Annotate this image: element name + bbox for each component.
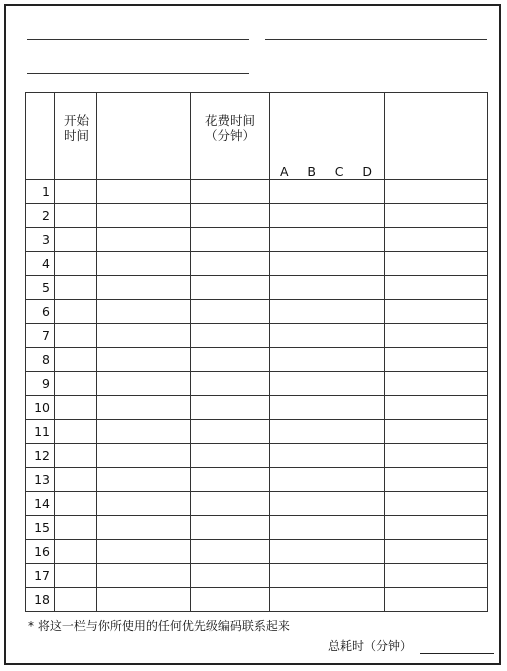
table-row <box>26 180 488 204</box>
row-number: 7 <box>26 324 55 348</box>
cell-time-spent[interactable] <box>191 228 270 252</box>
cell-time-spent[interactable] <box>191 276 270 300</box>
row-number: 12 <box>26 444 55 468</box>
cell-task[interactable] <box>97 396 191 420</box>
row-number: 1 <box>26 180 55 204</box>
cell-notes[interactable] <box>385 180 488 204</box>
cell-priority[interactable] <box>270 540 385 564</box>
cell-time-spent[interactable] <box>191 252 270 276</box>
cell-priority[interactable] <box>270 588 385 612</box>
header-start-time <box>55 93 97 180</box>
table-row <box>26 396 488 420</box>
cell-start-time[interactable] <box>55 300 97 324</box>
table-row <box>26 588 488 612</box>
cell-task[interactable] <box>97 300 191 324</box>
row-number: 10 <box>26 396 55 420</box>
cell-priority[interactable] <box>270 324 385 348</box>
footnote: * 将这一栏与你所使用的任何优先级编码联系起来 <box>28 619 290 633</box>
header-time-spent <box>191 93 270 180</box>
row-number: 11 <box>26 420 55 444</box>
cell-time-spent[interactable] <box>191 420 270 444</box>
cell-task[interactable] <box>97 372 191 396</box>
cell-priority[interactable] <box>270 372 385 396</box>
cell-notes[interactable] <box>385 420 488 444</box>
priority-letters <box>280 164 378 179</box>
row-number: 13 <box>26 468 55 492</box>
cell-start-time[interactable] <box>55 516 97 540</box>
table-row <box>26 516 488 540</box>
row-number: 3 <box>26 228 55 252</box>
header-notes <box>385 93 488 180</box>
cell-start-time[interactable] <box>55 204 97 228</box>
cell-notes[interactable] <box>385 516 488 540</box>
cell-priority[interactable] <box>270 204 385 228</box>
row-number: 14 <box>26 492 55 516</box>
table-row <box>26 348 488 372</box>
cell-priority[interactable] <box>270 300 385 324</box>
cell-priority[interactable] <box>270 420 385 444</box>
cell-notes[interactable] <box>385 324 488 348</box>
total-time-label: 总耗时（分钟） <box>328 639 413 653</box>
priority-b: B <box>307 164 316 179</box>
header-priority <box>270 93 385 180</box>
cell-time-spent[interactable] <box>191 468 270 492</box>
cell-time-spent[interactable] <box>191 324 270 348</box>
cell-time-spent[interactable] <box>191 300 270 324</box>
row-number: 18 <box>26 588 55 612</box>
cell-start-time[interactable] <box>55 180 97 204</box>
priority-c: C <box>334 164 344 179</box>
cell-notes[interactable] <box>385 540 488 564</box>
cell-time-spent[interactable] <box>191 516 270 540</box>
blank-line-3[interactable] <box>27 73 249 74</box>
cell-notes[interactable] <box>385 204 488 228</box>
row-number: 16 <box>26 540 55 564</box>
cell-task[interactable] <box>97 180 191 204</box>
table-row <box>26 444 488 468</box>
table-row <box>26 324 488 348</box>
table-row <box>26 468 488 492</box>
cell-task[interactable] <box>97 228 191 252</box>
blank-line-2[interactable] <box>265 39 487 40</box>
cell-priority[interactable] <box>270 348 385 372</box>
header-task <box>97 93 191 180</box>
row-number: 6 <box>26 300 55 324</box>
cell-priority[interactable] <box>270 180 385 204</box>
cell-time-spent[interactable] <box>191 204 270 228</box>
row-number: 5 <box>26 276 55 300</box>
cell-task[interactable] <box>97 348 191 372</box>
cell-time-spent[interactable] <box>191 540 270 564</box>
cell-start-time[interactable] <box>55 372 97 396</box>
cell-task[interactable] <box>97 492 191 516</box>
cell-time-spent[interactable] <box>191 564 270 588</box>
row-number: 9 <box>26 372 55 396</box>
cell-start-time[interactable] <box>55 492 97 516</box>
header-row-number <box>26 93 55 180</box>
cell-notes[interactable] <box>385 492 488 516</box>
cell-notes[interactable] <box>385 372 488 396</box>
cell-task[interactable] <box>97 468 191 492</box>
cell-task[interactable] <box>97 204 191 228</box>
row-number: 2 <box>26 204 55 228</box>
row-number: 15 <box>26 516 55 540</box>
cell-priority[interactable] <box>270 564 385 588</box>
table-row <box>26 204 488 228</box>
cell-time-spent[interactable] <box>191 180 270 204</box>
cell-start-time[interactable] <box>55 588 97 612</box>
cell-time-spent[interactable] <box>191 348 270 372</box>
cell-priority[interactable] <box>270 444 385 468</box>
cell-notes[interactable] <box>385 252 488 276</box>
cell-notes[interactable] <box>385 396 488 420</box>
cell-time-spent[interactable] <box>191 492 270 516</box>
cell-priority[interactable] <box>270 396 385 420</box>
cell-start-time[interactable] <box>55 228 97 252</box>
cell-priority[interactable] <box>270 228 385 252</box>
cell-start-time[interactable] <box>55 324 97 348</box>
table-row <box>26 540 488 564</box>
cell-priority[interactable] <box>270 252 385 276</box>
cell-priority[interactable] <box>270 468 385 492</box>
header-start-time-label: 开始 时间 <box>64 113 90 143</box>
cell-start-time[interactable] <box>55 252 97 276</box>
worksheet-page <box>4 4 501 665</box>
priority-d: D <box>362 164 372 179</box>
row-number: 4 <box>26 252 55 276</box>
cell-start-time[interactable] <box>55 468 97 492</box>
cell-time-spent[interactable] <box>191 396 270 420</box>
cell-start-time[interactable] <box>55 396 97 420</box>
cell-start-time[interactable] <box>55 420 97 444</box>
table-row <box>26 228 488 252</box>
cell-notes[interactable] <box>385 276 488 300</box>
cell-start-time[interactable] <box>55 564 97 588</box>
cell-notes[interactable] <box>385 300 488 324</box>
cell-notes[interactable] <box>385 348 488 372</box>
cell-priority[interactable] <box>270 516 385 540</box>
cell-time-spent[interactable] <box>191 372 270 396</box>
total-time-field[interactable] <box>420 641 494 654</box>
cell-task[interactable] <box>97 588 191 612</box>
cell-notes[interactable] <box>385 228 488 252</box>
cell-task[interactable] <box>97 252 191 276</box>
cell-task[interactable] <box>97 420 191 444</box>
cell-task[interactable] <box>97 540 191 564</box>
cell-priority[interactable] <box>270 276 385 300</box>
cell-task[interactable] <box>97 516 191 540</box>
cell-task[interactable] <box>97 444 191 468</box>
table-row <box>26 252 488 276</box>
blank-line-1[interactable] <box>27 39 249 40</box>
table-row <box>26 492 488 516</box>
row-number: 8 <box>26 348 55 372</box>
cell-time-spent[interactable] <box>191 588 270 612</box>
table-row <box>26 564 488 588</box>
table-row <box>26 276 488 300</box>
row-number: 17 <box>26 564 55 588</box>
table-row <box>26 420 488 444</box>
cell-notes[interactable] <box>385 564 488 588</box>
cell-start-time[interactable] <box>55 276 97 300</box>
table-header-row <box>26 93 488 180</box>
header-time-spent-label: 花费时间 （分钟） <box>204 113 255 143</box>
cell-notes[interactable] <box>385 444 488 468</box>
table-row <box>26 300 488 324</box>
cell-task[interactable] <box>97 324 191 348</box>
cell-start-time[interactable] <box>55 348 97 372</box>
cell-start-time[interactable] <box>55 540 97 564</box>
cell-start-time[interactable] <box>55 444 97 468</box>
time-log-table <box>25 92 488 612</box>
table-row <box>26 372 488 396</box>
cell-time-spent[interactable] <box>191 444 270 468</box>
total-time <box>328 637 494 654</box>
cell-notes[interactable] <box>385 588 488 612</box>
cell-task[interactable] <box>97 276 191 300</box>
cell-notes[interactable] <box>385 468 488 492</box>
cell-priority[interactable] <box>270 492 385 516</box>
priority-a: A <box>280 164 289 179</box>
cell-task[interactable] <box>97 564 191 588</box>
